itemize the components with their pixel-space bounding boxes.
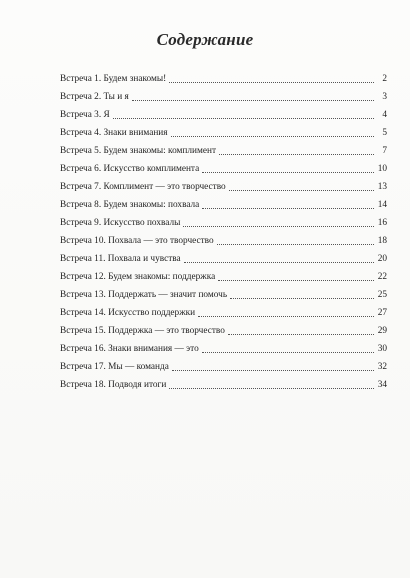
toc-entry [60,247,387,265]
toc-entry [60,193,387,211]
toc-dot-leader [169,388,374,389]
toc-entry [60,103,387,121]
toc-entry-title: Встреча 1. Будем знакомы! [60,74,167,84]
toc-entry-page: 27 [377,308,387,318]
toc-dot-leader [202,208,374,209]
toc-entry-title: Встреча 9. Искусство похвалы [60,218,181,228]
toc-entry-page: 30 [377,344,387,354]
page-title: Содержание [156,30,254,49]
toc-entry-title: Встреча 5. Будем знакомы: комплимент [60,146,217,156]
toc-dot-leader [113,118,374,119]
toc-entry-page: 34 [377,380,387,390]
toc-entry-title: Встреча 12. Будем знакомы: поддержка [60,272,216,282]
toc-dot-leader [218,280,374,281]
toc-dot-leader [171,136,374,137]
toc-dot-leader [228,334,374,335]
toc-entry-page: 7 [382,146,387,156]
toc-entry-title: Встреча 10. Похвала — это творчество [60,236,214,246]
toc-entry [60,301,387,319]
toc-entry-page: 10 [377,164,387,174]
toc-dot-leader [202,352,374,353]
toc-entry-title: Встреча 6. Искусство комплимента [60,164,200,174]
toc-entry [60,355,387,373]
toc-entry-title: Встреча 14. Искусство поддержки [60,308,196,318]
toc-entry [60,175,387,193]
toc-entry-page: 20 [377,254,387,264]
toc-entry [60,157,387,175]
toc-entry-page: 32 [377,362,387,372]
toc-entry-page: 4 [382,110,387,120]
toc-entry-page: 16 [377,218,387,228]
toc-dot-leader [183,226,374,227]
toc-entry-title: Встреча 11. Похвала и чувства [60,254,181,264]
toc-entry-title: Встреча 7. Комплимент — это творчество [60,182,226,192]
toc-entry-title: Встреча 13. Поддержать — значит помочь [60,290,228,300]
toc-entry [60,337,387,355]
toc-entry-title: Встреча 18. Подводя итоги [60,380,167,390]
toc-entry-title: Встреча 15. Поддержка — это творчество [60,326,225,336]
toc-entry [60,229,387,247]
toc-entry-title: Встреча 17. Мы — команда [60,362,169,372]
toc-entry [60,265,387,283]
toc-dot-leader [219,154,374,155]
toc-dot-leader [217,244,374,245]
toc-dot-leader [169,82,374,83]
toc-entry [60,121,387,139]
toc-dot-leader [229,190,374,191]
toc-entry-page: 22 [377,272,387,282]
toc-dot-leader [184,262,374,263]
toc-entry-page: 3 [382,92,387,102]
table-of-contents [60,67,387,391]
toc-entry-title: Встреча 16. Знаки внимания — это [60,344,199,354]
toc-entry [60,373,387,391]
toc-entry [60,139,387,157]
toc-entry [60,85,387,103]
toc-entry-title: Встреча 4. Знаки внимания [60,128,168,138]
toc-entry-page: 2 [382,74,387,84]
toc-entry [60,319,387,337]
toc-entry-page: 29 [377,326,387,336]
toc-entry [60,67,387,85]
toc-entry-title: Встреча 3. Я [60,110,110,120]
toc-entry-page: 5 [382,128,387,138]
toc-entry-page: 25 [377,290,387,300]
toc-entry-page: 13 [377,182,387,192]
toc-dot-leader [202,172,374,173]
toc-entry-page: 14 [377,200,387,210]
toc-dot-leader [198,316,374,317]
toc-dot-leader [172,370,374,371]
toc-entry-title: Встреча 2. Ты и я [60,92,129,102]
toc-entry-title: Встреча 8. Будем знакомы: похвала [60,200,200,210]
toc-dot-leader [230,298,374,299]
toc-entry [60,211,387,229]
toc-dot-leader [132,100,374,101]
toc-entry-page: 18 [377,236,387,246]
toc-entry [60,283,387,301]
